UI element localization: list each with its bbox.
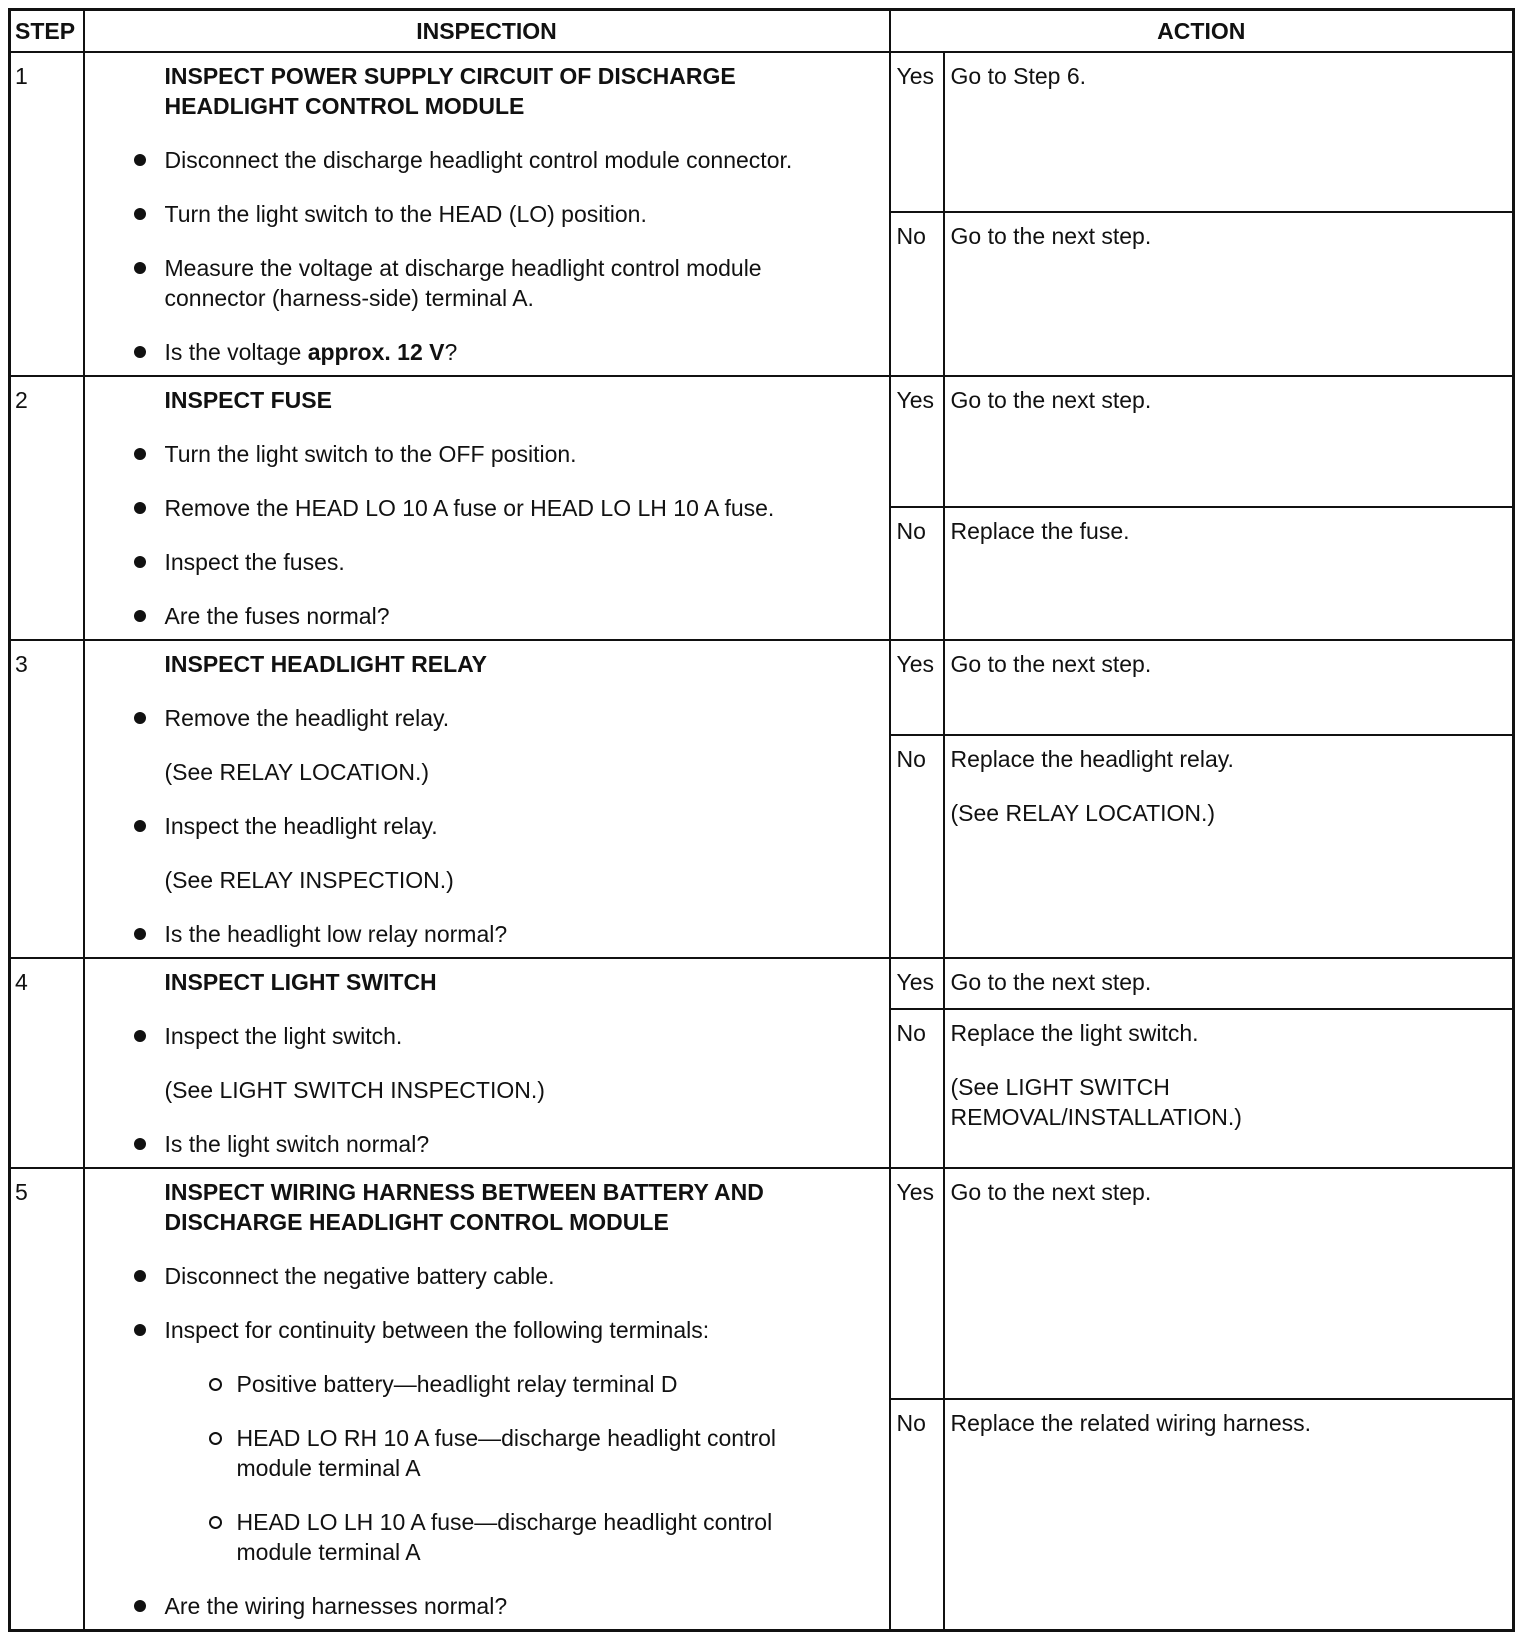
inspection-bullet: Turn the light switch to the OFF position.: [165, 439, 883, 469]
reference-note: (See RELAY LOCATION.): [950, 800, 1216, 826]
step-1-inspection: [84, 52, 890, 376]
reference-note: (See LIGHT SWITCH REMOVAL/INSTALLATION.): [950, 1074, 1242, 1130]
no-action: Replace the light switch.: [950, 1020, 1199, 1046]
header-step: STEP: [10, 10, 84, 53]
step-number: 1: [10, 52, 84, 376]
no-action-cell: [944, 1009, 1514, 1168]
yes-action: Go to the next step.: [944, 376, 1514, 507]
yes-label: Yes: [890, 958, 944, 1009]
reference-note: (See LIGHT SWITCH INSPECTION.): [164, 1077, 545, 1103]
inspection-question: Is the light switch normal?: [165, 1129, 883, 1159]
terminal-pair: HEAD LO RH 10 A fuse—discharge headlight control module terminal A: [237, 1423, 883, 1483]
no-action-cell: [944, 735, 1514, 958]
reference-note: (See RELAY INSPECTION.): [164, 867, 454, 893]
inspection-question: Is the voltage approx. 12 V?: [165, 337, 883, 367]
inspection-bullet: Inspect for continuity between the following terminals:: [165, 1315, 883, 1345]
yes-action: Go to Step 6.: [944, 52, 1514, 212]
step-number: 5: [10, 1168, 84, 1631]
terminal-pair: Positive battery—headlight relay terminal D: [237, 1369, 883, 1399]
no-label: No: [890, 735, 944, 958]
header-inspection: INSPECTION: [84, 10, 890, 53]
inspection-bullet: Turn the light switch to the HEAD (LO) position.: [165, 199, 883, 229]
inspection-question: Are the fuses normal?: [165, 601, 883, 631]
step-number: 4: [10, 958, 84, 1168]
yes-label: Yes: [890, 640, 944, 735]
step-title: INSPECT HEADLIGHT RELAY: [164, 651, 487, 677]
reference-note: (See RELAY LOCATION.): [164, 759, 430, 785]
inspection-question: Are the wiring harnesses normal?: [165, 1591, 883, 1621]
no-label: No: [890, 1009, 944, 1168]
yes-action: Go to the next step.: [944, 640, 1514, 735]
no-label: No: [890, 212, 944, 376]
step-title: INSPECT WIRING HARNESS BETWEEN BATTERY AND DISCHARGE HEADLIGHT CONTROL MODULE: [164, 1179, 764, 1235]
step-2-inspection: [84, 376, 890, 640]
inspection-bullet: Remove the headlight relay.: [165, 703, 883, 733]
yes-action: Go to the next step.: [944, 1168, 1514, 1399]
no-label: No: [890, 507, 944, 640]
step-title: INSPECT FUSE: [164, 387, 332, 413]
yes-label: Yes: [890, 376, 944, 507]
procedure-page: [8, 8, 1512, 1620]
no-label: No: [890, 1399, 944, 1631]
inspection-bullet: Inspect the headlight relay.: [165, 811, 883, 841]
step-number: 2: [10, 376, 84, 640]
inspection-bullet: Remove the HEAD LO 10 A fuse or HEAD LO LH 10 A fuse.: [165, 493, 883, 523]
step-5-inspection: [84, 1168, 890, 1631]
yes-label: Yes: [890, 52, 944, 212]
no-action: Go to the next step.: [944, 212, 1514, 376]
troubleshooting-table: [8, 8, 1515, 1632]
no-action: Replace the related wiring harness.: [944, 1399, 1514, 1631]
step-1-yes-row: [10, 52, 1514, 212]
inspection-bullet: Inspect the light switch.: [165, 1021, 883, 1051]
inspection-bullet: Disconnect the discharge headlight control module connector.: [165, 145, 883, 175]
terminal-pair: HEAD LO LH 10 A fuse—discharge headlight control module terminal A: [237, 1507, 883, 1567]
no-action: Replace the headlight relay.: [950, 746, 1234, 772]
step-4-yes-row: [10, 958, 1514, 1009]
header-row: [10, 10, 1514, 53]
inspection-bullet: Measure the voltage at discharge headlight control module connector (harness-side) terminal A.: [165, 253, 883, 313]
yes-label: Yes: [890, 1168, 944, 1399]
yes-action: Go to the next step.: [944, 958, 1514, 1009]
inspection-bullet: Inspect the fuses.: [165, 547, 883, 577]
step-3-yes-row: [10, 640, 1514, 735]
step-title: INSPECT POWER SUPPLY CIRCUIT OF DISCHARGE HEADLIGHT CONTROL MODULE: [164, 63, 736, 119]
step-3-inspection: [84, 640, 890, 958]
no-action: Replace the fuse.: [944, 507, 1514, 640]
header-action: ACTION: [890, 10, 1514, 53]
step-5-yes-row: [10, 1168, 1514, 1399]
step-2-yes-row: [10, 376, 1514, 507]
step-number: 3: [10, 640, 84, 958]
inspection-question: Is the headlight low relay normal?: [165, 919, 883, 949]
step-4-inspection: [84, 958, 890, 1168]
step-title: INSPECT LIGHT SWITCH: [164, 969, 437, 995]
inspection-bullet: Disconnect the negative battery cable.: [165, 1261, 883, 1291]
